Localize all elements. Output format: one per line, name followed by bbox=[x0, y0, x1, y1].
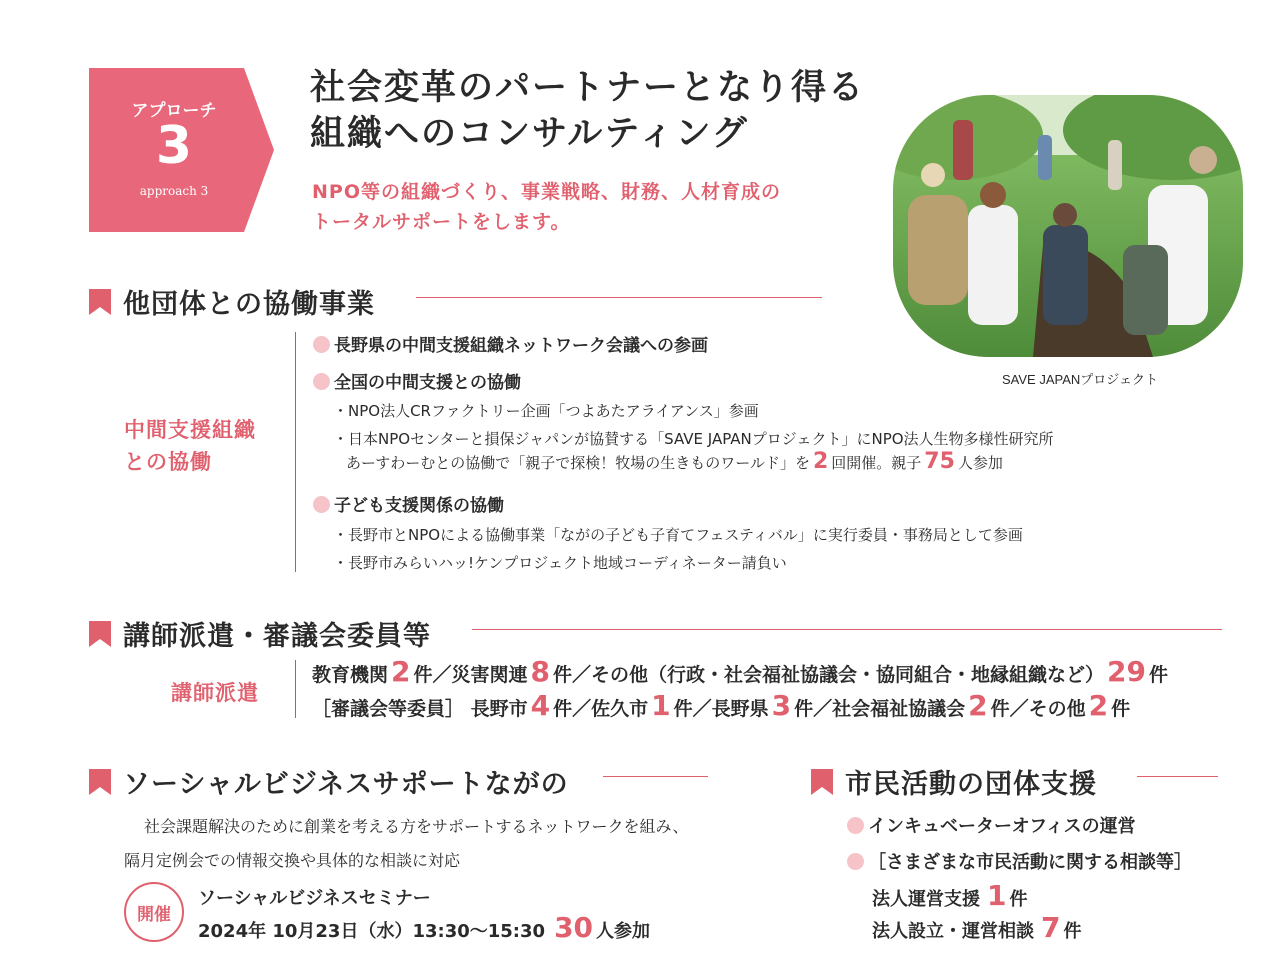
list-item-heading: 全国の中間支援との協働 bbox=[334, 373, 521, 393]
stat-suffix: 件 bbox=[1063, 921, 1082, 942]
stat-label: 件 bbox=[1148, 664, 1168, 686]
side-label-collaboration bbox=[124, 415, 256, 478]
approach-badge bbox=[89, 68, 274, 232]
event-count: 2 bbox=[812, 449, 829, 474]
social-business-description bbox=[124, 810, 734, 877]
list-item-heading: 長野県の中間支援組織ネットワーク会議への参画 bbox=[334, 336, 708, 356]
sub-text: あーすわーむとの協働で「親子で探検！牧場の生きものワールド」を bbox=[346, 454, 810, 472]
stat-label: ［審議会等委員］ 長野市 bbox=[312, 698, 528, 720]
event-badge bbox=[124, 882, 184, 942]
field-scene-image bbox=[893, 95, 1243, 357]
stat-label: 件／社会福祉協議会 bbox=[794, 698, 966, 720]
sub-text: 人参加 bbox=[957, 454, 1003, 472]
stat-suffix: 件 bbox=[1009, 889, 1028, 910]
corp-support-row bbox=[872, 879, 1028, 912]
stat-count: 2 bbox=[968, 689, 988, 722]
photo-caption: SAVE JAPANプロジェクト bbox=[1001, 372, 1158, 387]
section-divider bbox=[1137, 776, 1218, 777]
side-label-line-1: 中間支援組織 bbox=[124, 418, 256, 442]
section-citizen-support-heading bbox=[811, 762, 1097, 801]
description-line-1: 社会課題解決のために創業を考える方をサポートするネットワークを組み、 bbox=[144, 817, 689, 836]
bookmark-icon bbox=[89, 289, 111, 315]
list-item-heading: ［さまざまな市民活動に関する相談等］ bbox=[868, 852, 1192, 873]
subtitle-line-2: トータルサポートをします。 bbox=[312, 211, 571, 234]
corp-setup-row bbox=[872, 911, 1082, 944]
stat-label: 件／その他 bbox=[990, 698, 1086, 720]
stat-label: 法人運営支援 bbox=[872, 889, 980, 910]
stat-label: 教育機関 bbox=[312, 664, 389, 686]
section-lecturer-heading bbox=[89, 614, 431, 653]
stat-count: 2 bbox=[391, 655, 411, 688]
stat-label: 件／その他（行政・社会福祉協議会・協同組合・地縁組織など） bbox=[553, 664, 1105, 686]
participant-count: 75 bbox=[924, 449, 955, 474]
vertical-divider bbox=[295, 332, 296, 572]
list-item bbox=[847, 812, 1136, 838]
side-label-line-2: との協働 bbox=[124, 449, 212, 474]
sub-text: 回開催。親子 bbox=[831, 454, 922, 472]
list-item-heading: 子ども支援関係の協働 bbox=[334, 496, 504, 516]
subtitle-line-1: NPO等の組織づくり、事業戦略、財務、人材育成の bbox=[312, 181, 781, 203]
event-badge-label: 開催 bbox=[137, 904, 171, 925]
list-item bbox=[313, 491, 504, 516]
stat-label: 件／災害関連 bbox=[413, 664, 528, 686]
event-participant-count: 30 bbox=[554, 911, 594, 944]
stat-count: 2 bbox=[1088, 689, 1109, 722]
vertical-divider bbox=[295, 660, 296, 718]
side-label-lecturer: 講師派遣 bbox=[171, 681, 259, 705]
badge-number: 3 bbox=[155, 116, 193, 176]
list-item bbox=[847, 848, 1192, 874]
section-lecturer-title: 講師派遣・審議会委員等 bbox=[123, 621, 431, 652]
stat-count: 4 bbox=[530, 689, 551, 722]
list-sub-item: ・NPO法人CRファクトリー企画「つよあたアライアンス」参画 bbox=[333, 402, 759, 420]
bullet-dot-icon bbox=[313, 373, 330, 390]
stat-count: 8 bbox=[530, 655, 550, 688]
council-stats-line bbox=[312, 689, 1131, 722]
event-title: ソーシャルビジネスセミナー bbox=[198, 888, 431, 909]
section-collaboration-heading bbox=[89, 282, 375, 321]
list-item-heading: インキュベーターオフィスの運営 bbox=[868, 816, 1136, 837]
section-collaboration-title: 他団体との協働事業 bbox=[123, 289, 375, 320]
title-line-2: 組織へのコンサルティング bbox=[310, 113, 749, 154]
stat-count: 29 bbox=[1107, 655, 1146, 688]
list-sub-item: ・長野市とNPOによる協働事業「ながの子ども子育てフェスティバル」に実行委員・事務局として参画 bbox=[333, 526, 1023, 544]
badge-sub: approach 3 bbox=[139, 184, 209, 198]
bullet-dot-icon bbox=[313, 336, 330, 353]
page-subtitle bbox=[312, 177, 872, 238]
description-line-2: 隔月定例会での情報交換や具体的な相談に対応 bbox=[124, 850, 461, 870]
project-photo bbox=[893, 95, 1243, 357]
bookmark-icon bbox=[89, 621, 111, 647]
bookmark-icon bbox=[811, 769, 833, 795]
list-item bbox=[313, 368, 521, 393]
section-social-business-title: ソーシャルビジネスサポートながの bbox=[123, 769, 569, 800]
event-date: 2024年 10月23日（水）13:30〜15:30 bbox=[198, 921, 546, 942]
stat-count: 1 bbox=[651, 689, 671, 722]
lecturer-stats-line bbox=[312, 655, 1168, 688]
bullet-dot-icon bbox=[847, 853, 864, 870]
bullet-dot-icon bbox=[847, 817, 864, 834]
list-sub-item: ・日本NPOセンターと損保ジャパンが協賛する「SAVE JAPANプロジェクト」にNPO法人生物多様性研究所 bbox=[333, 430, 1054, 448]
page-title bbox=[310, 66, 910, 157]
section-divider bbox=[416, 297, 822, 298]
stat-label: 件 bbox=[1111, 698, 1131, 720]
event-details bbox=[198, 911, 651, 944]
badge-label: アプローチ bbox=[131, 101, 217, 121]
stat-label: 件／長野県 bbox=[673, 698, 769, 720]
stat-label: 法人設立・運営相談 bbox=[872, 921, 1034, 942]
list-sub-item bbox=[346, 451, 1003, 473]
bullet-dot-icon bbox=[313, 496, 330, 513]
section-citizen-support-title: 市民活動の団体支援 bbox=[845, 769, 1097, 800]
stat-count: 7 bbox=[1041, 911, 1061, 944]
list-item bbox=[313, 331, 708, 356]
event-participant-suffix: 人参加 bbox=[596, 921, 651, 942]
section-social-business-heading bbox=[89, 762, 569, 801]
title-line-1: 社会変革のパートナーとなり得る bbox=[310, 68, 866, 108]
section-divider bbox=[472, 629, 1222, 630]
stat-count: 3 bbox=[771, 689, 792, 722]
stat-label: 件／佐久市 bbox=[553, 698, 649, 720]
bookmark-icon bbox=[89, 769, 111, 795]
section-divider bbox=[603, 776, 708, 777]
stat-count: 1 bbox=[987, 879, 1007, 912]
list-sub-item: ・長野市みらいハッ!ケンプロジェクト地域コーディネーター請負い bbox=[333, 554, 787, 572]
